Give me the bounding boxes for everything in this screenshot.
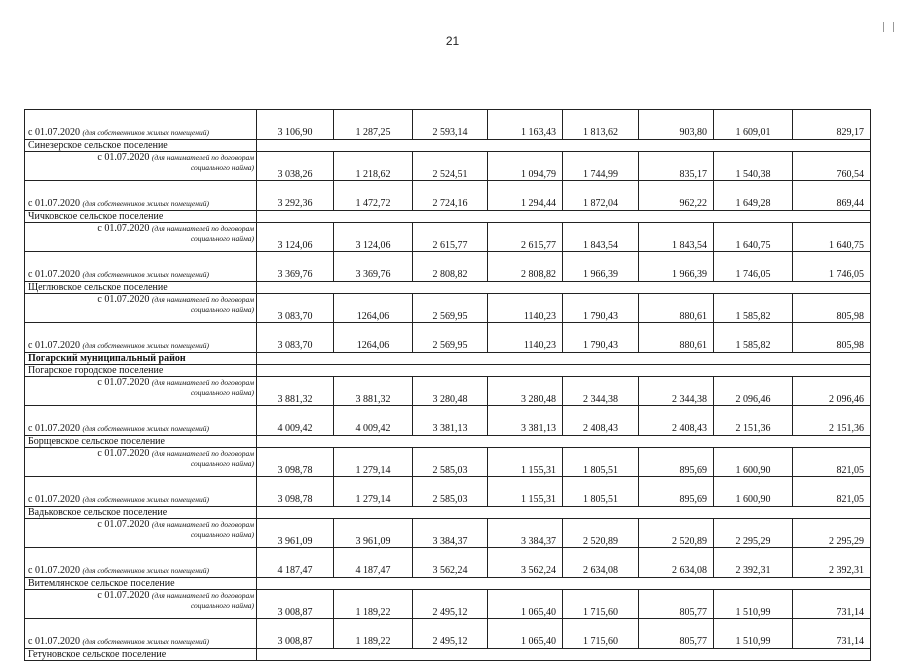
tariff-value: 1 966,39 xyxy=(639,252,714,282)
row-date: с 01.07.2020 xyxy=(97,590,150,601)
tariff-value: 3 124,06 xyxy=(257,223,334,252)
tariff-value: 1264,06 xyxy=(334,323,413,353)
section-filler xyxy=(257,578,871,590)
tariff-value: 2 524,51 xyxy=(413,152,488,181)
row-label-line-1 xyxy=(28,152,254,163)
section-filler xyxy=(257,282,871,294)
tariff-value: 1 155,31 xyxy=(488,448,563,477)
section-title: Вадьковское сельское поселение xyxy=(25,507,257,519)
table-row xyxy=(25,323,871,353)
row-note: (для собственников жилых помещений) xyxy=(82,495,209,504)
tariff-value: 1 094,79 xyxy=(488,152,563,181)
tariff-value: 2 344,38 xyxy=(563,377,639,406)
table-row xyxy=(25,110,871,140)
table-row xyxy=(25,181,871,211)
table-row xyxy=(25,223,871,252)
tariff-value: 1 189,22 xyxy=(334,590,413,619)
tariff-value: 1 746,05 xyxy=(714,252,793,282)
tariff-value: 2 520,89 xyxy=(563,519,639,548)
section-filler xyxy=(257,353,871,365)
section-title: Щеглювское сельское поселение xyxy=(25,282,257,294)
row-label xyxy=(25,406,257,436)
row-label-line-1 xyxy=(28,448,254,459)
section-title: Синезерское сельское поселение xyxy=(25,140,257,152)
tariff-value: 1 843,54 xyxy=(639,223,714,252)
tariff-value: 1 715,60 xyxy=(563,590,639,619)
row-note: (для собственников жилых помещений) xyxy=(82,566,209,575)
tariff-value: 4 187,47 xyxy=(257,548,334,578)
row-label-line-1 xyxy=(28,223,254,234)
tariff-value: 829,17 xyxy=(793,110,871,140)
tariff-value: 1 715,60 xyxy=(563,619,639,649)
row-note-line-2: социального найма) xyxy=(190,601,254,610)
scan-mark xyxy=(883,22,884,32)
tariff-value: 903,80 xyxy=(639,110,714,140)
row-date: с 01.07.2020 xyxy=(28,198,80,209)
tariff-value: 1 065,40 xyxy=(488,590,563,619)
row-label xyxy=(25,619,257,649)
table-row xyxy=(25,294,871,323)
tariff-value: 1 510,99 xyxy=(714,590,793,619)
tariff-value: 880,61 xyxy=(639,294,714,323)
table-row xyxy=(25,619,871,649)
tariff-value: 1 600,90 xyxy=(714,477,793,507)
table-row xyxy=(25,406,871,436)
section-title: Чичковское сельское поселение xyxy=(25,211,257,223)
tariff-value: 3 562,24 xyxy=(413,548,488,578)
tariff-value: 4 187,47 xyxy=(334,548,413,578)
tariff-value: 3 369,76 xyxy=(334,252,413,282)
tariff-value: 1 585,82 xyxy=(714,323,793,353)
row-note: (для собственников жилых помещений) xyxy=(82,199,209,208)
tariff-value: 835,17 xyxy=(639,152,714,181)
row-note: (для нанимателей по договорам xyxy=(151,224,254,233)
tariff-value: 1 163,43 xyxy=(488,110,563,140)
tariff-value: 2 295,29 xyxy=(714,519,793,548)
row-label xyxy=(25,448,257,477)
tariff-value: 3 098,78 xyxy=(257,477,334,507)
tariff-value: 3 562,24 xyxy=(488,548,563,578)
section-filler xyxy=(257,365,871,377)
section-filler xyxy=(257,507,871,519)
section-title: Гетуновское сельское поселение xyxy=(25,649,257,661)
section-row xyxy=(25,282,871,294)
row-label-line-1 xyxy=(28,590,254,601)
tariff-value: 2 808,82 xyxy=(488,252,563,282)
row-note: (для собственников жилых помещений) xyxy=(82,270,209,279)
tariff-value: 2 295,29 xyxy=(793,519,871,548)
tariff-value: 3 083,70 xyxy=(257,294,334,323)
tariff-value: 1 218,62 xyxy=(334,152,413,181)
tariff-value: 1 189,22 xyxy=(334,619,413,649)
tariff-value: 1 155,31 xyxy=(488,477,563,507)
tariff-value: 2 408,43 xyxy=(639,406,714,436)
tariff-value: 2 151,36 xyxy=(793,406,871,436)
row-date: с 01.07.2020 xyxy=(97,377,150,388)
row-label xyxy=(25,377,257,406)
scan-mark xyxy=(893,22,894,32)
section-row xyxy=(25,365,871,377)
tariff-value: 1 805,51 xyxy=(563,448,639,477)
row-label xyxy=(25,152,257,181)
row-note: (для собственников жилых помещений) xyxy=(82,637,209,646)
tariff-value: 3 881,32 xyxy=(257,377,334,406)
tariff-value: 2 392,31 xyxy=(714,548,793,578)
row-label xyxy=(25,294,257,323)
tariff-value: 3 381,13 xyxy=(488,406,563,436)
tariff-value: 2 569,95 xyxy=(413,323,488,353)
tariff-value: 2 408,43 xyxy=(563,406,639,436)
row-label xyxy=(25,223,257,252)
row-date: с 01.07.2020 xyxy=(28,423,80,434)
table-row xyxy=(25,152,871,181)
tariff-value: 1 065,40 xyxy=(488,619,563,649)
tariff-value: 895,69 xyxy=(639,448,714,477)
tariff-value: 3 280,48 xyxy=(413,377,488,406)
row-note-line-2: социального найма) xyxy=(190,234,254,243)
table-row xyxy=(25,590,871,619)
page-number: 21 xyxy=(445,34,460,48)
row-note: (для собственников жилых помещений) xyxy=(82,424,209,433)
row-label-line-1 xyxy=(28,519,254,530)
table-row xyxy=(25,377,871,406)
tariff-value: 2 495,12 xyxy=(413,619,488,649)
tariff-value: 2 096,46 xyxy=(793,377,871,406)
tariff-value: 3 008,87 xyxy=(257,590,334,619)
tariff-value: 2 392,31 xyxy=(793,548,871,578)
row-note-line-2: социального найма) xyxy=(190,459,254,468)
tariff-value: 2 151,36 xyxy=(714,406,793,436)
section-title: Витемлянское сельское поселение xyxy=(25,578,257,590)
tariff-value: 3 369,76 xyxy=(257,252,334,282)
section-filler xyxy=(257,211,871,223)
row-label-line-1 xyxy=(28,294,254,305)
section-title: Борщевское сельское поселение xyxy=(25,436,257,448)
section-row xyxy=(25,211,871,223)
section-row xyxy=(25,436,871,448)
row-label xyxy=(25,548,257,578)
tariff-value: 3 384,37 xyxy=(413,519,488,548)
tariff-value: 805,77 xyxy=(639,619,714,649)
tariff-value: 1 510,99 xyxy=(714,619,793,649)
tariff-value: 3 038,26 xyxy=(257,152,334,181)
tariff-value: 1 649,28 xyxy=(714,181,793,211)
tariff-value: 731,14 xyxy=(793,619,871,649)
tariff-value: 3 124,06 xyxy=(334,223,413,252)
table-row xyxy=(25,477,871,507)
section-title: Погарский муниципальный район xyxy=(25,353,257,365)
row-note: (для нанимателей по договорам xyxy=(151,295,254,304)
tariff-value: 821,05 xyxy=(793,448,871,477)
tariff-value: 1 279,14 xyxy=(334,448,413,477)
row-date: с 01.07.2020 xyxy=(28,340,80,351)
tariff-value: 4 009,42 xyxy=(334,406,413,436)
table-body xyxy=(25,110,871,661)
section-title: Погарское городское поселение xyxy=(25,365,257,377)
tariff-value: 1 287,25 xyxy=(334,110,413,140)
row-note: (для нанимателей по договорам xyxy=(151,378,254,387)
row-label xyxy=(25,519,257,548)
row-note: (для нанимателей по договорам xyxy=(151,591,254,600)
section-row xyxy=(25,507,871,519)
tariff-value: 2 808,82 xyxy=(413,252,488,282)
tariff-value: 1 872,04 xyxy=(563,181,639,211)
tariff-value: 3 106,90 xyxy=(257,110,334,140)
tariff-value: 2 520,89 xyxy=(639,519,714,548)
row-note-line-2: социального найма) xyxy=(190,305,254,314)
tariff-value: 805,98 xyxy=(793,294,871,323)
row-date: с 01.07.2020 xyxy=(28,565,80,576)
tariff-value: 2 615,77 xyxy=(488,223,563,252)
tariff-value: 760,54 xyxy=(793,152,871,181)
row-date: с 01.07.2020 xyxy=(97,294,150,305)
tariff-value: 3 961,09 xyxy=(257,519,334,548)
tariff-value: 1 294,44 xyxy=(488,181,563,211)
row-note: (для нанимателей по договорам xyxy=(151,449,254,458)
row-label xyxy=(25,181,257,211)
tariff-value: 2 634,08 xyxy=(639,548,714,578)
tariff-value: 1 472,72 xyxy=(334,181,413,211)
tariff-value: 731,14 xyxy=(793,590,871,619)
tariff-value: 2 585,03 xyxy=(413,477,488,507)
row-note-line-2: социального найма) xyxy=(190,388,254,397)
section-row xyxy=(25,649,871,661)
tariff-value: 1 843,54 xyxy=(563,223,639,252)
section-filler xyxy=(257,140,871,152)
tariff-value: 2 724,16 xyxy=(413,181,488,211)
tariff-value: 1 744,99 xyxy=(563,152,639,181)
tariff-value: 1 609,01 xyxy=(714,110,793,140)
tariff-value: 2 096,46 xyxy=(714,377,793,406)
tariff-value: 1 640,75 xyxy=(714,223,793,252)
row-note: (для собственников жилых помещений) xyxy=(82,128,209,137)
row-note-line-2: социального найма) xyxy=(190,530,254,539)
tariff-value: 2 634,08 xyxy=(563,548,639,578)
tariff-value: 1 813,62 xyxy=(563,110,639,140)
row-label xyxy=(25,477,257,507)
tariff-value: 1264,06 xyxy=(334,294,413,323)
tariff-value: 3 961,09 xyxy=(334,519,413,548)
tariff-value: 1140,23 xyxy=(488,294,563,323)
row-date: с 01.07.2020 xyxy=(28,494,80,505)
row-note: (для нанимателей по договорам xyxy=(151,153,254,162)
tariff-value: 2 593,14 xyxy=(413,110,488,140)
row-date: с 01.07.2020 xyxy=(97,448,150,459)
tariff-value: 2 585,03 xyxy=(413,448,488,477)
tariff-value: 1 279,14 xyxy=(334,477,413,507)
row-date: с 01.07.2020 xyxy=(28,127,80,138)
table-row xyxy=(25,548,871,578)
tariff-value: 805,98 xyxy=(793,323,871,353)
tariff-value: 1 640,75 xyxy=(793,223,871,252)
row-note: (для собственников жилых помещений) xyxy=(82,341,209,350)
row-label xyxy=(25,252,257,282)
tariff-value: 1 790,43 xyxy=(563,323,639,353)
row-note-line-2: социального найма) xyxy=(190,163,254,172)
tariff-value: 2 344,38 xyxy=(639,377,714,406)
tariff-value: 3 881,32 xyxy=(334,377,413,406)
section-row xyxy=(25,140,871,152)
table-row xyxy=(25,252,871,282)
row-label-line-1 xyxy=(28,377,254,388)
tariff-value: 3 381,13 xyxy=(413,406,488,436)
tariff-value: 3 098,78 xyxy=(257,448,334,477)
tariff-value: 3 280,48 xyxy=(488,377,563,406)
section-row xyxy=(25,578,871,590)
row-label xyxy=(25,590,257,619)
tariff-value: 821,05 xyxy=(793,477,871,507)
table-row xyxy=(25,448,871,477)
tariff-value: 1 790,43 xyxy=(563,294,639,323)
tariff-value: 1 746,05 xyxy=(793,252,871,282)
tariff-value: 3 083,70 xyxy=(257,323,334,353)
section-filler xyxy=(257,436,871,448)
row-label xyxy=(25,323,257,353)
tariff-value: 1 600,90 xyxy=(714,448,793,477)
tariff-table xyxy=(24,109,871,661)
tariff-value: 3 384,37 xyxy=(488,519,563,548)
tariff-value: 2 495,12 xyxy=(413,590,488,619)
tariff-value: 962,22 xyxy=(639,181,714,211)
tariff-value: 1 540,38 xyxy=(714,152,793,181)
tariff-value: 1140,23 xyxy=(488,323,563,353)
row-date: с 01.07.2020 xyxy=(28,269,80,280)
row-date: с 01.07.2020 xyxy=(97,152,150,163)
tariff-value: 880,61 xyxy=(639,323,714,353)
row-date: с 01.07.2020 xyxy=(97,519,150,530)
tariff-value: 3 008,87 xyxy=(257,619,334,649)
tariff-value: 1 585,82 xyxy=(714,294,793,323)
section-filler xyxy=(257,649,871,661)
tariff-value: 1 966,39 xyxy=(563,252,639,282)
tariff-value: 3 292,36 xyxy=(257,181,334,211)
tariff-value: 805,77 xyxy=(639,590,714,619)
tariff-value: 2 615,77 xyxy=(413,223,488,252)
row-date: с 01.07.2020 xyxy=(28,636,80,647)
row-date: с 01.07.2020 xyxy=(97,223,150,234)
row-note: (для нанимателей по договорам xyxy=(151,520,254,529)
tariff-value: 869,44 xyxy=(793,181,871,211)
tariff-value: 1 805,51 xyxy=(563,477,639,507)
tariff-value: 4 009,42 xyxy=(257,406,334,436)
tariff-value: 895,69 xyxy=(639,477,714,507)
row-label xyxy=(25,110,257,140)
table-row xyxy=(25,519,871,548)
section-row xyxy=(25,353,871,365)
tariff-value: 2 569,95 xyxy=(413,294,488,323)
